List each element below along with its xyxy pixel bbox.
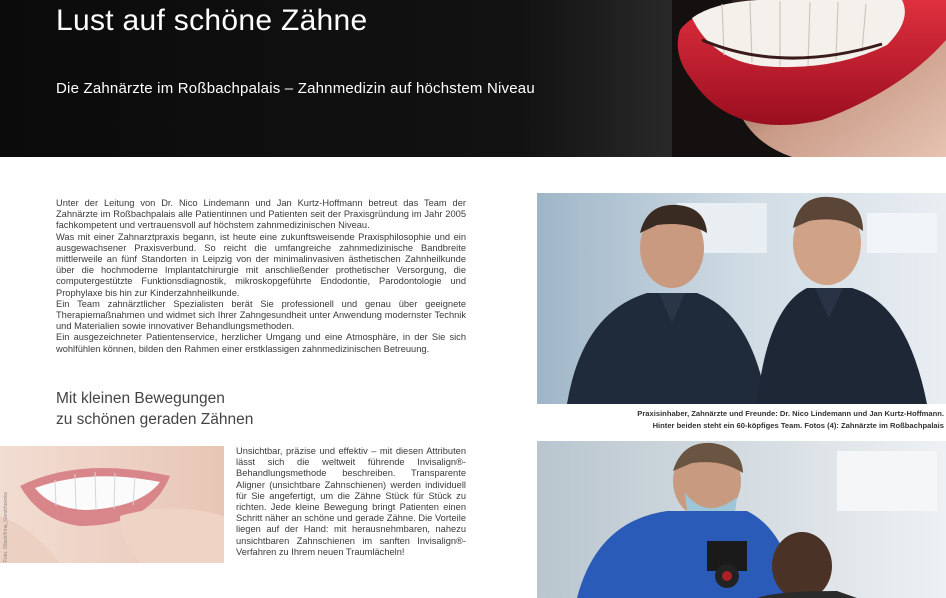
aligner-paragraph: Unsichtbar, präzise und effektiv – mit diesen Attributen lässt sich die weltweit führende Invisalign®-Behandlungsmethode beschreiben. Transparente Aligner (unsichtbare Zahnschienen) werden individuell für Sie angefertigt, um die Zähne Stück für Stück zu richten. Jede kleine Bewegung bringt Patienten einen Schritt näher an schöne und gerade Zähne. Die Vorteile liegen auf der Hand: mit herausnehmbaren, nahezu unsichtbaren Zahnschienen im sanften Invisalign®-Verfahren zu Ihrem neuen Traumlächeln! <box>236 446 466 557</box>
intro-text <box>56 198 466 355</box>
aligner-text <box>236 446 466 558</box>
section-heading-line: zu schönen geraden Zähnen <box>56 411 254 428</box>
photo-caption <box>537 408 944 431</box>
intro-paragraph: Was mit einer Zahnarztpraxis begann, ist heute eine zukunftsweisende Praxisphilosophie und ein ausgewachsener Praxisverbund. So reicht die umfangreiche zahnmedizinische Bandbreite mittlerweile an fünf Standorten in Leipzig von der minimalinvasiven ästhetischen Zahnheilkunde über die hochmoderne Implantatchirurgie mit anschließender prothetischer Versorgung, die computergestützte Funktionsdiagnostik, mikroskopgeführte Endodontie, Parodontologie und Prophylaxe bis hin zur Kinderzahnheilkunde. <box>56 231 466 298</box>
caption-line: Praxisinhaber, Zahnärzte und Freunde: Dr. Nico Lindemann und Jan Kurtz-Hoffmann. <box>637 409 944 418</box>
treatment-photo <box>537 441 946 598</box>
caption-line: Hinter beiden steht ein 60-köpfiges Team. Fotos (4): Zahnärzte im Roßbachpalais <box>652 420 944 430</box>
page-subtitle: Die Zahnärzte im Roßbachpalais – Zahnmedizin auf höchstem Niveau <box>56 80 535 97</box>
photo-credit: Foto: iStock/Irina_Gorokhovska <box>3 492 9 562</box>
section-heading <box>56 388 253 430</box>
intro-paragraph: Unter der Leitung von Dr. Nico Lindemann und Jan Kurtz-Hoffmann betreut das Team der Zahnärzte im Roßbachpalais alle Patientinnen und Patienten seit der Praxisgründung im Jahr 2005 fachkompetent und vertrauensvoll auf höchstem zahnmedizinischen Niveau. <box>56 198 466 231</box>
intro-paragraph: Ein Team zahnärztlicher Spezialisten berät Sie professionell und genau über geeignete Therapiemaßnahmen und widmet sich Ihrer Zahngesundheit unter Anwendung modernster Technik und Materialien sowie innovativer Behandlungsmethoden. <box>56 298 466 332</box>
smile-image <box>672 0 946 157</box>
intro-paragraph: Ein ausgezeichneter Patientenservice, herzlicher Umgang und eine Atmosphäre, in der Sie sich wohlfühlen können, bilden den Rahmen einer erstklassigen zahnmedizinischen Betreuung. <box>56 332 466 354</box>
section-heading-line: Mit kleinen Bewegungen <box>56 390 225 407</box>
header-banner <box>0 0 946 157</box>
page-title: Lust auf schöne Zähne <box>56 4 368 37</box>
aligner-photo <box>0 446 224 563</box>
team-photo <box>537 193 946 404</box>
